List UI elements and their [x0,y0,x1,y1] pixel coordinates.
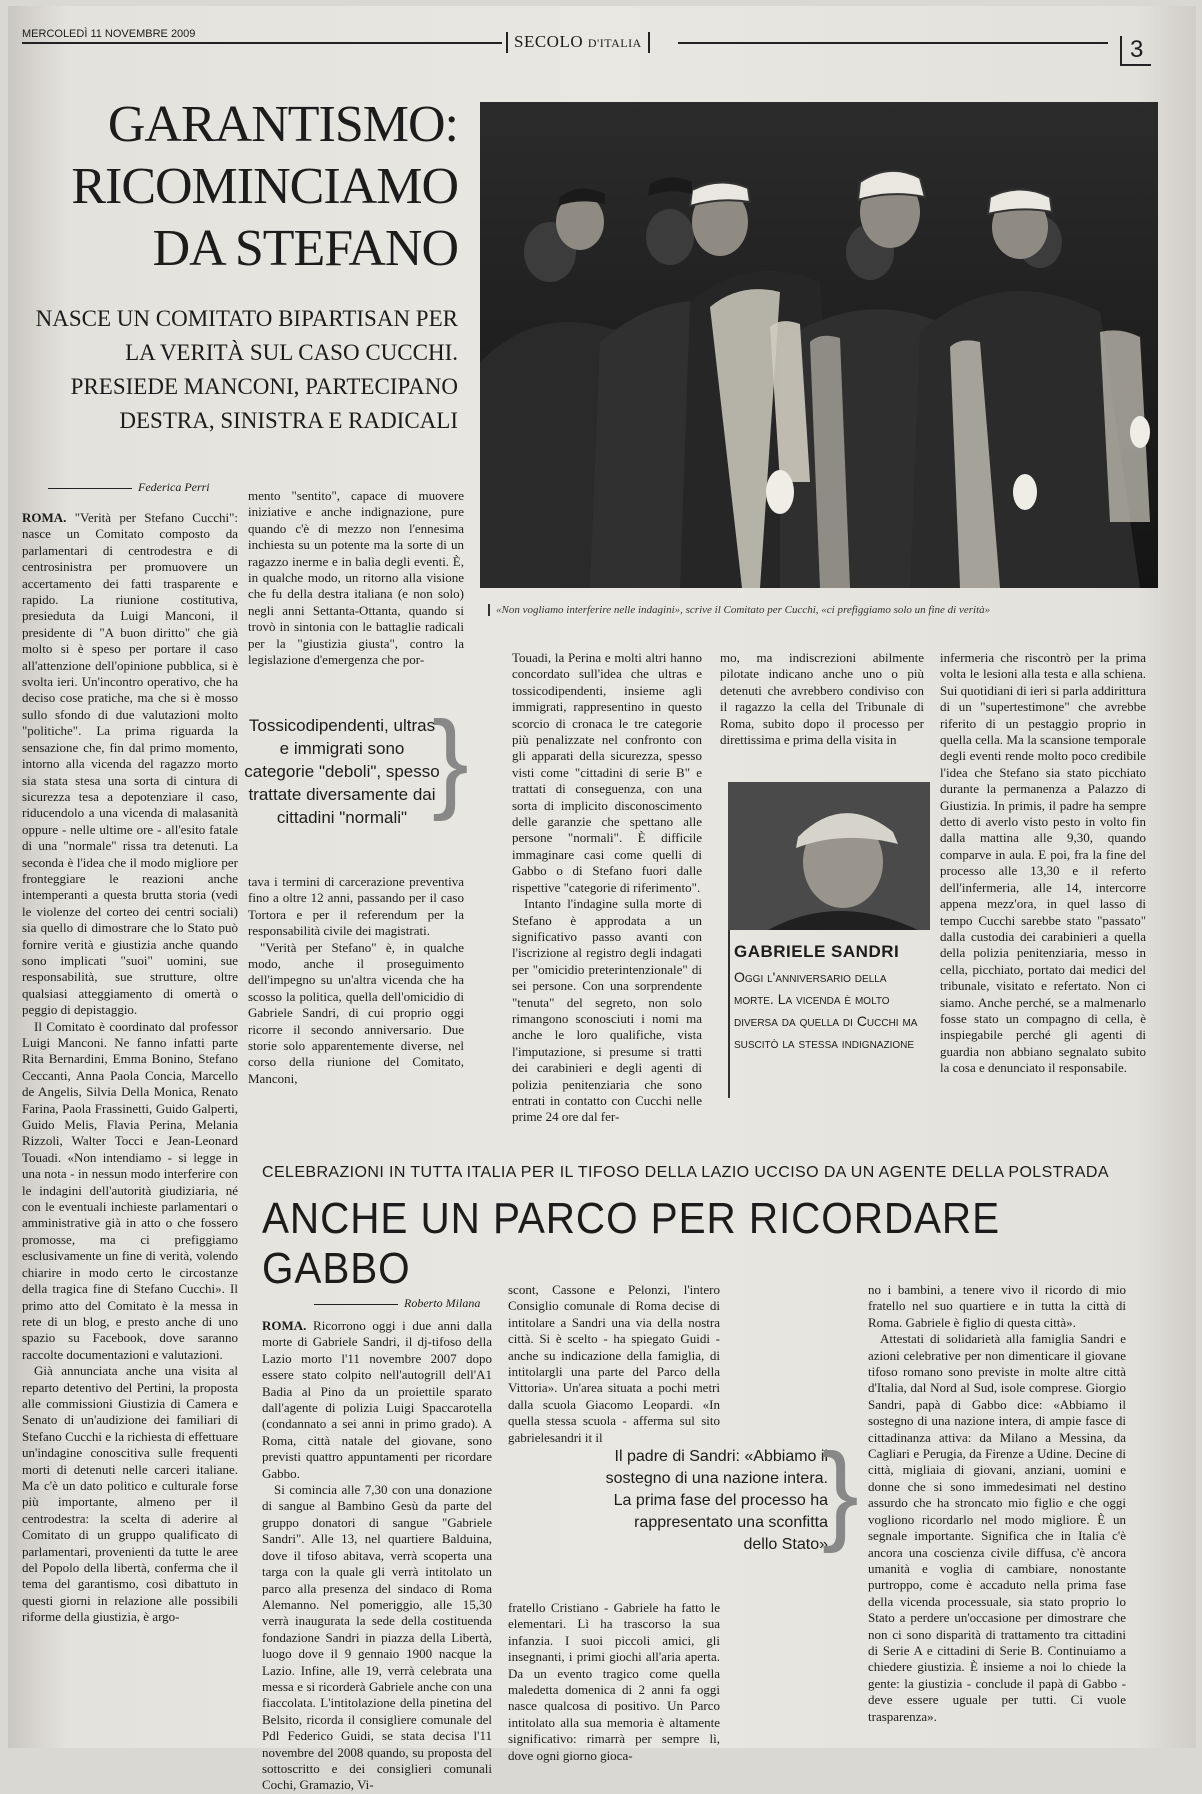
masthead [506,32,650,53]
column-text: mo, ma indiscrezioni abilmente pilotate indicano anche uno o più detenuti che avrebbero condiviso con il ragazzo la cella del Tribunale di Roma, subito dopo il processo per direttissima e prima della visita in [720,650,924,748]
photo-figures [480,102,1158,588]
quote-brace: } [822,1431,859,1554]
sidebar-deck: Oggi l'anniversario della morte. La vicenda è molto diversa da quella di Cucchi ma suscitò la stessa indignazione [734,969,918,1051]
photo-caption: «Non vogliamo interferire nelle indagini», scrive il Comitato per Cucchi, «ci prefiggiamo solo un fine di verità» [488,604,1176,616]
column-text: infermeria che riscontrò per la prima volta le lesioni alla testa e alla schiena. Sui quotidiani di ieri si parla addirittura di un "supertestimone" che avrebbe riferito di un pestaggio proprio in quella cella. Ma la scansione temporale degli eventi rende molto poco credibile l'idea che Stefano sia stato picchiato durante la permanenza a Palazzo di Giustizia. In primis, il padre ha sempre detto di averlo visto pesto in volto fin dalla mattina alle 9,30, quando comparve in aula. E poi, fra la fine del processo alle 13,30 e il referto dell'infermeria, alle 14, intercorre appena mezz'ora, in quel lasso di tempo Cucchi sarebbe stato "passato" dalla custodia dei carabinieri a quella della polizia penitenziaria, messo in cella, picchiato, portato dai medici del tribunale, visitato e refertato. Non ci siamo. Anche perché, se a malmenarlo fosse stato un compagno di cella, è inspiegabile perché gli agenti di guardia non abbiano segnalato subito la cosa e denunciato il responsabile. [940,650,1146,1076]
article-column-3 [512,650,702,1126]
article2-pull-quote: Il padre di Sandri: «Abbiamo il sostegno di una nazione intera. La prima fase del processo ha rappresentato una sconfitta dello Stato» [605,1448,828,1553]
dateline: ROMA. [22,510,67,525]
sandri-portrait [728,782,930,930]
article-headline: GARANTISMO: RICOMINCIAMO DA STEFANO [71,96,458,277]
column-text: Touadi, la Perina e molti altri hanno concordato sull'idea che ultras e tossicodipendenti, insieme agli immigrati, rappresentino in questo scorcio di cronaca le tre categorie più penalizzate nel confronto con gli apparati della sicurezza, spesso visti come "cittadini di serie B" e trattati di conseguenza, con una sorta di implicito disconoscimento delle garanzie che spettano alle persone "normali". È difficile immaginare casi come quelli di Gabbo o di Stefano fuori dalle rispettive "categorie di riferimento". [512,650,702,895]
article-column-1 [22,510,238,1626]
column-text: scont, Cassone e Pelonzi, l'intero Consiglio comunale di Roma decise di intitolare a Sandri una via della nostra città. Si è scelto - ha spiegato Guidi - anche su indicazione della famiglia, di intitolargli una parte del Parco della Vittoria». Un'area situata a pochi metri dalla scuola Giacomo Leopardi. «In quella stessa scuola - afferma sul sito gabrielesandri it il [508,1282,720,1445]
column-text: Attestati di solidarietà alla famiglia Sandri e azioni celebrative per non dimenticare il giovane tifoso romano sono previste in molte altre città d'Italia, dal Nord al Sud, isole comprese. Giorgio Sandri, papà di Gabbo dice: «Abbiamo il sostegno di una nazione intera, di ampie fasce di cittadinanza attiva: da Milano a Messina, da Cagliari e Perugia, da Firenze a Udine. Decine di città, migliaia di giovani, anziani, uomini e donne che si sono immedesimati nel destino assurdo che ha stroncato mio figlio e che oggi vogliono ricordarlo nel modo migliore. È un segnale importante. Significa che in Italia c'è ancora una coscienza civile diffusa, c'è ancora umanità e voglia di cambiare, nonostante purtroppo, come è accaduto nella prima fase della vicenda processuale, sia stato proprio lo Stato a perdere un'occasione per dimostrare che non ci sono disparità di trattamento tra cittadini di Serie A e cittadini di Serie B. Continuiamo a chiedere giustizia. È insieme a noi lo chiede la gente: la giustizia - conclude il papà di Gabbo - deve essere uguale per tutti. Ci vuole trasparenza». [868,1331,1126,1724]
sandri-photo [728,782,930,930]
sidebar-rule [728,930,730,1098]
byline-author: Roberto Milana [404,1296,481,1310]
article2-column-2 [508,1282,720,1446]
dateline: ROMA. [262,1318,307,1333]
header-rule-right [678,42,1108,44]
article-byline [48,480,210,495]
article-column-2 [248,488,464,668]
column-text: "Verità per Stefano" è, in qualche modo, anche il proseguimento dell'impegno su un'altra vicenda che ha scosso la politica, quella dell'omicidio di Gabriele Sandri, di cui proprio oggi ricorre il secondo anniversario. Due storie solo apparentemente diverse, nel corso della riunione del Comitato, Manconi, [248,939,464,1086]
column-text: tava i termini di carcerazione preventiva fino a oltre 12 anni, passando per il caso Tortora e per il referendum per la responsabilità civile dei magistrati. [248,874,464,939]
article2-kicker: CELEBRAZIONI IN TUTTA ITALIA PER IL TIFOSO DELLA LAZIO UCCISO DA UN AGENTE DELLA POLSTRADA [262,1164,1109,1181]
column-text: Già annunciata anche una visita al reparto detentivo del Pertini, la proposta alle commissioni Giustizia di Camera e Senato di un'audizione dei familiari di Stefano Cucchi e la richiesta di effettuare un'indagine conoscitiva sulle frequenti morti di detenuti nelle carceri italiane. Ma c'è un dato politico e culturale forse più importante, almeno per il centrodestra: la scelta di aderire al Comitato di un gruppo qualificato di parlamentari, provenienti da tutte le aree del Popolo della libertà, conferma che il tema del garantismo, così dibattuto in questi giorni in relazione alle possibili riforme della giustizia, è argo- [22,1363,238,1625]
column-text: Intanto l'indagine sulla morte di Stefano è approdata a un significativo passo avanti con l'iscrizione al registro degli indagati per "omicidio preterintenzionale" di sei persone. Con una sorprendente "tenuta" del segreto, non solo rimangono sconosciuti i nomi ma anche le loro qualifiche, vista l'imputazione, si presume si tratti dei carabinieri e degli agenti di polizia penitenziaria che sono entrati in contatto con Cucchi nelle prime 24 ore dal fer- [512,896,702,1125]
article-column-2-continued [248,874,464,1087]
article-column-5 [940,650,1146,1077]
masthead-suffix: D'ITALIA [587,36,642,50]
article2-byline [314,1296,480,1311]
article2-column-3 [868,1282,1126,1725]
pull-quote: Tossicodipendenti, ultras e immigrati sono categorie "deboli", spesso trattate diversamente dai cittadini "normali" [244,716,440,827]
article2-title: ANCHE UN PARCO PER RICORDARE GABBO [262,1194,1000,1293]
article2-column-1 [262,1318,492,1794]
column-text: mento "sentito", capace di muovere iniziative e anche indignazione, pure quando c'è di mezzo non l'ennesima inchiesta su un potente ma la sorte di un ragazzo inerme e in balìa degli eventi. È, in qualche modo, un ritorno alla visione che fu della destra italiana (e non solo) negli anni Settanta-Ottanta, quando si trovò in sintonia con le battaglie radicali per la "giustizia giusta", contro la legislazione d'emergenza che por- [248,488,464,668]
column-text: Si comincia alle 7,30 con una donazione di sangue al Bambino Gesù da parte del gruppo donatori di sangue "Gabriele Sandri". Alle 13, nel quartiere Balduina, dove il tifoso abitava, verrà scoperta una targa con la quale gli verrà intitolato un parco alla presenza del sindaco di Roma Alemanno. Nel pomeriggio, alle 15,30 verrà inaugurata la sede della costituenda fondazione Sandri in piazza della Libertà, luogo dove il 9 gennaio 1900 nacque la Lazio. Infine, alle 19, verrà celebrata una messa e si ricorderà Gabriele anche con una fiaccolata. L'intitolazione della pinetina del Belsito, ricorda il consigliere comunale del Pdl Federico Guidi, se stata decisa l'11 novembre del 2008 quando, su proposta del sottoscritto e dei consiglieri comunali Cochi, Gramazio, Vi- [262,1482,492,1793]
article-deck: NASCE UN COMITATO BIPARTISAN PER LA VERITÀ SUL CASO CUCCHI. PRESIEDE MANCONI, PARTECIPANO DESTRA, SINISTRA E RADICALI [35,306,458,433]
column-text: Il Comitato è coordinato dal professor Luigi Manconi. Ne fanno infatti parte Rita Bernardini, Emma Bonino, Stefano Ceccanti, Anna Paola Concia, Marcello de Angelis, Silvia Della Monica, Renato Farina, Paola Frassinetti, Guido Galperti, Guido Melis, Flavia Perina, Melania Rizzoli, Walter Tocci e Jean-Leonard Touadi. «Non intendiamo - si legge in una nota - in nessun modo interferire con le indagini dell'autorità giudiziaria, né con le eventuali inchieste parlamentari o amministrative già in atto o che fossero promosse, ma ci prefiggiamo esclusivamente un fine di verità, volendo chiarire in modo certo le circostanze della tragica fine di Stefano Cucchi». Il primo atto del Comitato è la messa in rete di un blog, e presto anche di uno spazio su Facebook, dove saranno raccolte documentazioni e valutazioni. [22,1018,238,1362]
column-text: "Verità per Stefano Cucchi": nasce un Comitato composto da parlamentari di centrodestra e di centrosinistra per promuovere un accertamento dei fatti trasparente e rapido. La riunione costitutiva, presieduta da Luigi Manconi, il presidente di "A buon diritto" che già molto si è speso per portare il caso all'attenzione dell'opinione pubblica, si è svolta ieri. Un'incontro operativo, che ha deciso cose pratiche, ma che si è mosso sullo sfondo di due valutazioni molto "politiche". La prima riguarda la sensazione che, fin dal primo momento, intorno alla vicenda del ragazzo morto sia stata stesa una sorta di cintura di sicurezza tesa a depotenziare il caso, riducendolo a una vicenda di malasanità oppure - nelle ultime ore - all'esito fatale di una "normale" rissa tra detenuti. La seconda è l'idea che il modo migliore per fronteggiare le reazioni anche intemperanti a questa brutta storia (vedi le violenze del corteo dei centri sociali) sia quello di dimostrare che lo Stato può fornire verità e giustizia anche quando sono implicati "suoi" uomini, sue responsabilità, sue strutture, oltre qualsiasi atteggiamento di omertà o peggio di depistaggio. [22,510,238,1018]
column-text: fratello Cristiano - Gabriele ha fatto le elementari. Lì ha trascorso la sua infanzia. I suoi piccoli amici, gli insegnanti, i primi giochi all'aria aperta. Da un evento tragico come quella maledetta domenica di 2 anni fa oggi nasce qualcosa di positivo. Un Parco intitolato alla sua memoria è altamente significativo: rimarrà per sempre lì, dove ogni giorno gioca- [508,1600,720,1763]
quote-brace: } [432,699,469,822]
sidebar-title: GABRIELE SANDRI [734,942,900,961]
page-number: 3 [1120,36,1151,66]
masthead-name: SECOLO [514,32,584,51]
page-date: MERCOLEDÌ 11 NOVEMBRE 2009 [22,28,196,40]
article-column-4 [720,650,924,748]
newspaper-page [8,6,1196,1793]
ceremony-photo [480,102,1158,588]
byline-author: Federica Perri [138,480,210,494]
column-text: Ricorrono oggi i due anni dalla morte di Gabriele Sandri, il dj-tifoso della Lazio morto l'11 novembre 2007 dopo essere stato colpito nell'autogrill dell'A1 Badia al Pino da un proiettile sparato dall'agente di polizia Luigi Spaccarotella (condannato a sei anni in primo grado). A Roma, città natale del giovane, sono previsti quattro appuntamenti per ricordare Gabbo. [262,1318,492,1481]
column-text: no i bambini, a tenere vivo il ricordo di mio fratello nel suo quartiere e in tutta la città di Roma. Gabriele è figlio di questa città». [868,1282,1126,1330]
header-rule-left [22,42,502,44]
article2-column-2-continued [508,1600,720,1764]
